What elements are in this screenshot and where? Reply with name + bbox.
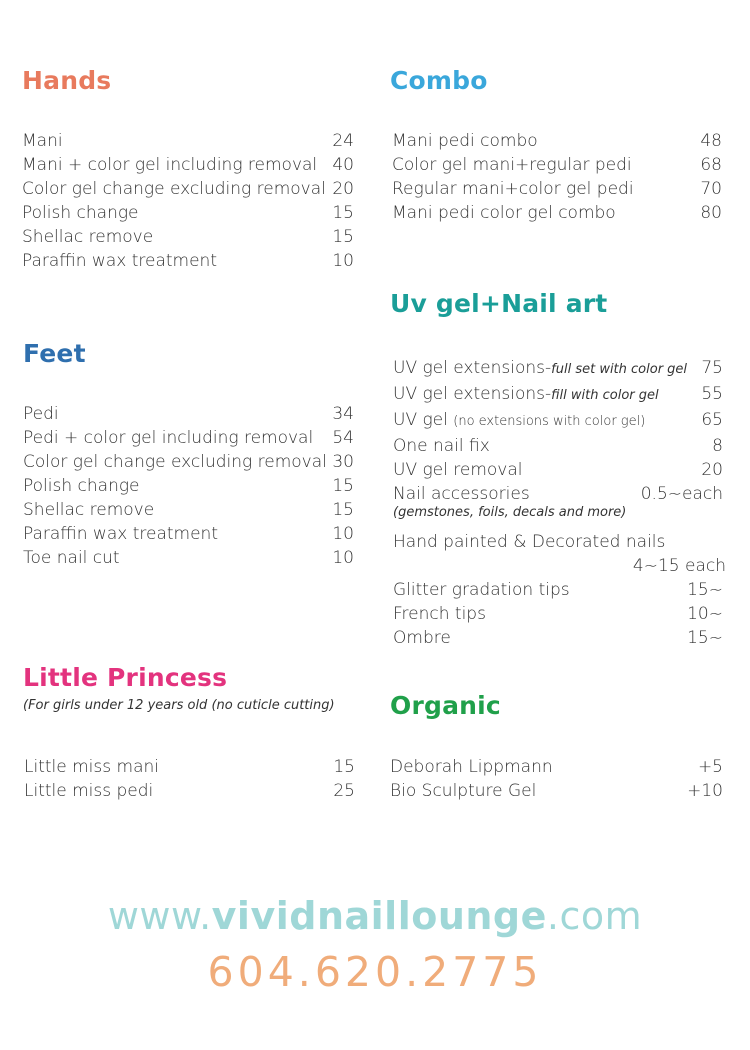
uvgel-nail-fix-name: One nail fix <box>393 436 490 456</box>
uvgel-accessories-price: 0.5~each <box>640 484 723 504</box>
uvgel-row-ombre <box>393 626 723 650</box>
organic-item-name: Deborah Lippmann <box>390 757 553 777</box>
uvgel-row-french <box>393 602 723 626</box>
feet-item-price: 10 <box>332 524 354 544</box>
feet-item-price: 54 <box>332 428 354 448</box>
uvgel-french-price: 10~ <box>687 604 723 624</box>
uvgel-list <box>393 356 726 650</box>
url-domain: vividnaillounge <box>211 894 547 938</box>
organic-heading: Organic <box>390 691 501 720</box>
combo-item-price: 70 <box>700 179 722 199</box>
hands-item-price: 24 <box>332 131 354 151</box>
combo-item-name: Color gel mani+regular pedi <box>392 155 632 175</box>
uvgel-ext-fill-detail: fill with color gel <box>551 388 659 403</box>
feet-row <box>23 474 354 498</box>
combo-item-name: Mani pedi combo <box>392 131 538 151</box>
princess-section <box>23 663 355 801</box>
uvgel-gel-price: 65 <box>701 410 723 430</box>
princess-list <box>24 755 355 803</box>
uvgel-glitter-name: Glitter gradation tips <box>393 580 570 600</box>
feet-item-price: 15 <box>332 500 354 520</box>
combo-heading: Combo <box>390 66 488 95</box>
princess-note: (For girls under 12 years old (no cuticle cutting) <box>23 698 335 713</box>
hands-item-name: Paraffin wax treatment <box>22 251 217 271</box>
princess-row <box>24 779 355 803</box>
feet-row <box>23 546 354 570</box>
feet-item-price: 10 <box>332 548 354 568</box>
uvgel-ombre-price: 15~ <box>687 628 723 648</box>
feet-list <box>23 402 354 570</box>
uvgel-section <box>390 289 726 648</box>
uvgel-ext-full-name: UV gel extensions- <box>393 358 552 378</box>
combo-row <box>392 153 722 177</box>
hands-item-price: 10 <box>332 251 354 271</box>
uvgel-ext-fill-name: UV gel extensions- <box>393 384 552 404</box>
hands-row <box>22 201 354 225</box>
feet-item-name: Pedi + color gel including removal <box>23 428 314 448</box>
uvgel-row-gel <box>393 408 723 434</box>
hands-item-name: Mani + color gel including removal <box>22 155 318 175</box>
feet-item-price: 34 <box>332 404 354 424</box>
princess-item-name: Little miss pedi <box>24 781 154 801</box>
hands-row <box>22 225 354 249</box>
hands-section <box>22 66 354 271</box>
combo-item-name: Regular mani+color gel pedi <box>392 179 634 199</box>
feet-item-name: Polish change <box>23 476 140 496</box>
princess-item-name: Little miss mani <box>24 757 159 777</box>
uvgel-ombre-name: Ombre <box>393 628 451 648</box>
combo-list <box>392 129 722 225</box>
combo-item-price: 68 <box>700 155 722 175</box>
hands-item-price: 15 <box>332 227 354 247</box>
princess-heading: Little Princess <box>23 663 228 692</box>
feet-row <box>23 402 354 426</box>
feet-item-price: 15 <box>332 476 354 496</box>
url-prefix: www. <box>107 894 212 938</box>
combo-item-name: Mani pedi color gel combo <box>392 203 616 223</box>
hands-item-name: Mani <box>22 131 63 151</box>
feet-item-name: Color gel change excluding removal <box>23 452 327 472</box>
hands-row <box>22 153 354 177</box>
feet-row <box>23 522 354 546</box>
hands-item-price: 40 <box>332 155 354 175</box>
uvgel-glitter-price: 15~ <box>687 580 723 600</box>
hands-item-name: Color gel change excluding removal <box>22 179 326 199</box>
uvgel-accessories-name: Nail accessories <box>393 484 530 504</box>
hands-heading: Hands <box>22 66 112 95</box>
hands-list <box>22 129 354 273</box>
uvgel-french-name: French tips <box>393 604 486 624</box>
uvgel-row-nail-fix <box>393 434 723 458</box>
organic-section <box>390 691 723 801</box>
organic-row <box>390 779 723 803</box>
princess-item-price: 25 <box>333 781 355 801</box>
uvgel-row-glitter <box>393 578 723 602</box>
uvgel-row-ext-fill <box>393 382 723 408</box>
combo-row <box>392 177 722 201</box>
website-url[interactable] <box>0 893 750 939</box>
uvgel-removal-price: 20 <box>701 460 723 480</box>
uvgel-row-removal <box>393 458 723 482</box>
uvgel-ext-fill-price: 55 <box>701 384 723 404</box>
feet-heading: Feet <box>23 339 86 368</box>
uvgel-removal-name: UV gel removal <box>393 460 523 480</box>
feet-row <box>23 498 354 522</box>
princess-item-price: 15 <box>333 757 355 777</box>
combo-item-price: 48 <box>700 131 722 151</box>
organic-row <box>390 755 723 779</box>
uvgel-gel-detail: (no extensions with color gel) <box>453 414 646 429</box>
hands-item-name: Shellac remove <box>22 227 154 247</box>
feet-item-name: Paraffin wax treatment <box>23 524 218 544</box>
uvgel-accessories-note: (gemstones, foils, decals and more) <box>393 505 627 520</box>
feet-section <box>23 339 354 568</box>
combo-row <box>392 129 722 153</box>
organic-item-price: +5 <box>697 757 723 777</box>
feet-row <box>23 426 354 450</box>
hands-item-name: Polish change <box>22 203 139 223</box>
feet-item-name: Pedi <box>23 404 59 424</box>
feet-item-name: Toe nail cut <box>23 548 120 568</box>
phone-number[interactable]: 604.620.2775 <box>207 948 543 996</box>
combo-item-price: 80 <box>700 203 722 223</box>
feet-row <box>23 450 354 474</box>
uvgel-row-painted <box>393 530 723 554</box>
hands-item-price: 15 <box>332 203 354 223</box>
uvgel-ext-full-price: 75 <box>701 358 723 378</box>
url-suffix: .com <box>546 894 643 938</box>
uvgel-heading: Uv gel+Nail art <box>390 289 608 318</box>
feet-item-price: 30 <box>332 452 354 472</box>
feet-item-name: Shellac remove <box>23 500 155 520</box>
combo-row <box>392 201 722 225</box>
hands-row <box>22 177 354 201</box>
uvgel-nail-fix-price: 8 <box>712 436 723 456</box>
uvgel-painted-price: 4~15 each <box>632 556 726 576</box>
organic-item-price: +10 <box>687 781 723 801</box>
hands-row <box>22 249 354 273</box>
combo-section <box>390 66 722 223</box>
organic-item-name: Bio Sculpture Gel <box>390 781 537 801</box>
organic-list <box>390 755 723 803</box>
uvgel-row-accessories <box>393 482 723 506</box>
princess-row <box>24 755 355 779</box>
uvgel-ext-full-detail: full set with color gel <box>551 362 688 377</box>
uvgel-gel-name: UV gel <box>393 410 454 430</box>
hands-row <box>22 129 354 153</box>
uvgel-row-ext-full <box>393 356 723 382</box>
uvgel-painted-name: Hand painted & Decorated nails <box>393 532 666 552</box>
hands-item-price: 20 <box>332 179 354 199</box>
